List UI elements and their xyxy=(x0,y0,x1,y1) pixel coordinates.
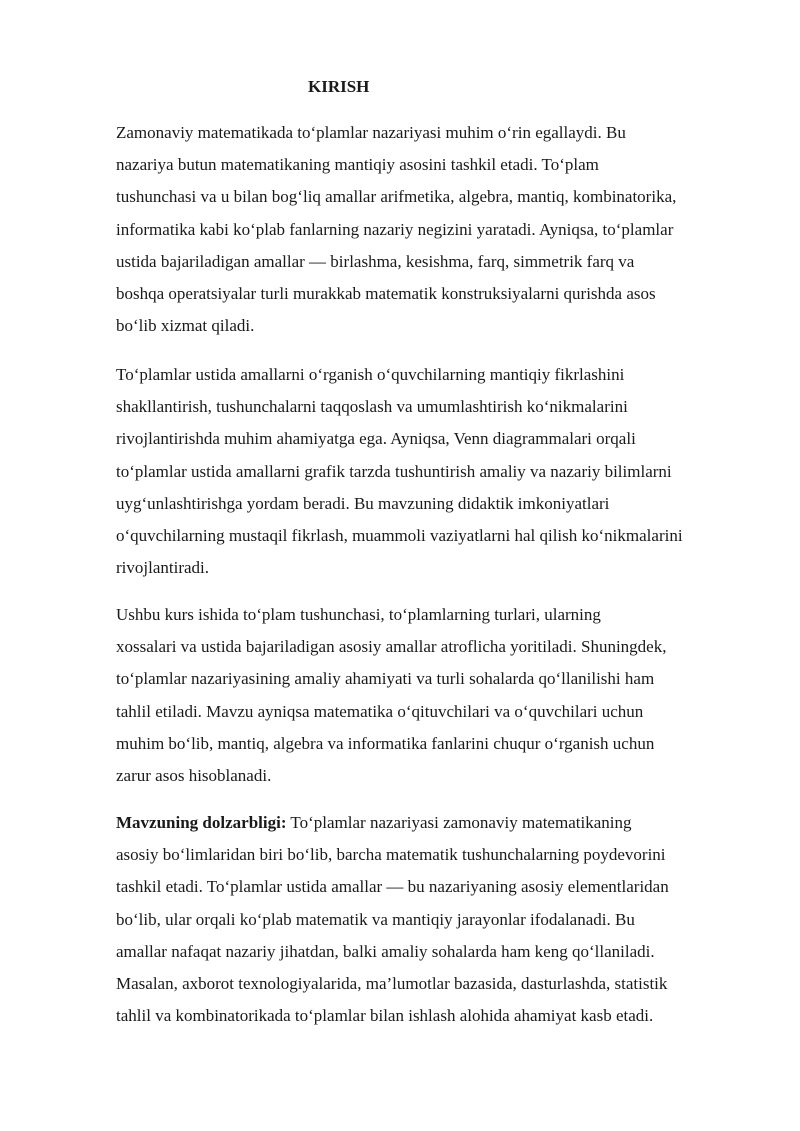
paragraph-learning: To‘plamlar ustida amallarni o‘rganish o‘quvchilarning mantiqiy fikrlashini shakllantirish, tushunchalarni taqqoslash va umumlashtirish ko‘nikmalarini rivojlantirishda muhim ahamiyatga ega. Ayniqsa, Venn diagrammalari orqali to‘plamlar ustida amallarni grafik tarzda tushuntirish amaliy va nazariy bilimlarni uyg‘unlashtirishga yordam beradi. Bu mavzuning didaktik imkoniyatlari o‘quvchilarning mustaqil fikrlash, muammoli vaziyatlarni hal qilish ko‘nikmalarini rivojlantiradi. xyxy=(116,365,683,578)
paragraph-course-scope: Ushbu kurs ishida to‘plam tushunchasi, to‘plamlarning turlari, ularning xossalari va ustida bajariladigan asosiy amallar atroflicha yoritiladi. Shuningdek, to‘plamlar nazariyasining amaliy ahamiyati va turli sohalarda qo‘llanilishi ham tahlil etiladi. Mavzu ayniqsa matematika o‘qituvchilari va o‘quvchilari uchun muhim bo‘lib, mantiq, algebra va informatika fanlarini chuqur o‘rganish uchun zarur asos hisoblanadi. xyxy=(116,605,667,786)
page-title: KIRISH xyxy=(308,77,370,96)
paragraph-intro: Zamonaviy matematikada to‘plamlar nazariyasi muhim o‘rin egallaydi. Bu nazariya butun matematikaning mantiqiy asosini tashkil etadi. To‘plam tushunchasi va u bilan bog‘liq amallar arifmetika, algebra, mantiq, kombinatorika, informatika kabi ko‘plab fanlarning nazariy negizini yaratadi. Ayniqsa, to‘plamlar ustida bajariladigan amallar — birlashma, kesishma, farq, simmetrik farq va boshqa operatsiyalar turli murakkab matematik konstruksiyalarni qurishda asos bo‘lib xizmat qiladi. xyxy=(116,123,677,336)
relevance-body: To‘plamlar nazariyasi zamonaviy matematikaning asosiy bo‘limlaridan biri bo‘lib, barcha matematik tushunchalarning poydevorini tashkil etadi. To‘plamlar ustida amallar — bu nazariyaning asosiy elementlaridan bo‘lib, ular orqali ko‘plab matematik va mantiqiy jarayonlar ifodalanadi. Bu amallar nafaqat nazariy jihatdan, balki amaliy sohalarda ham keng qo‘llaniladi. Masalan, axborot texnologiyalarida, ma’lumotlar bazasida, dasturlashda, statistik tahlil va kombinatorikada to‘plamlar bilan ishlash alohida ahamiyat kasb etadi. xyxy=(116,813,669,1026)
paragraph-relevance xyxy=(116,807,746,1032)
relevance-label: Mavzuning dolzarbligi: xyxy=(116,813,287,832)
